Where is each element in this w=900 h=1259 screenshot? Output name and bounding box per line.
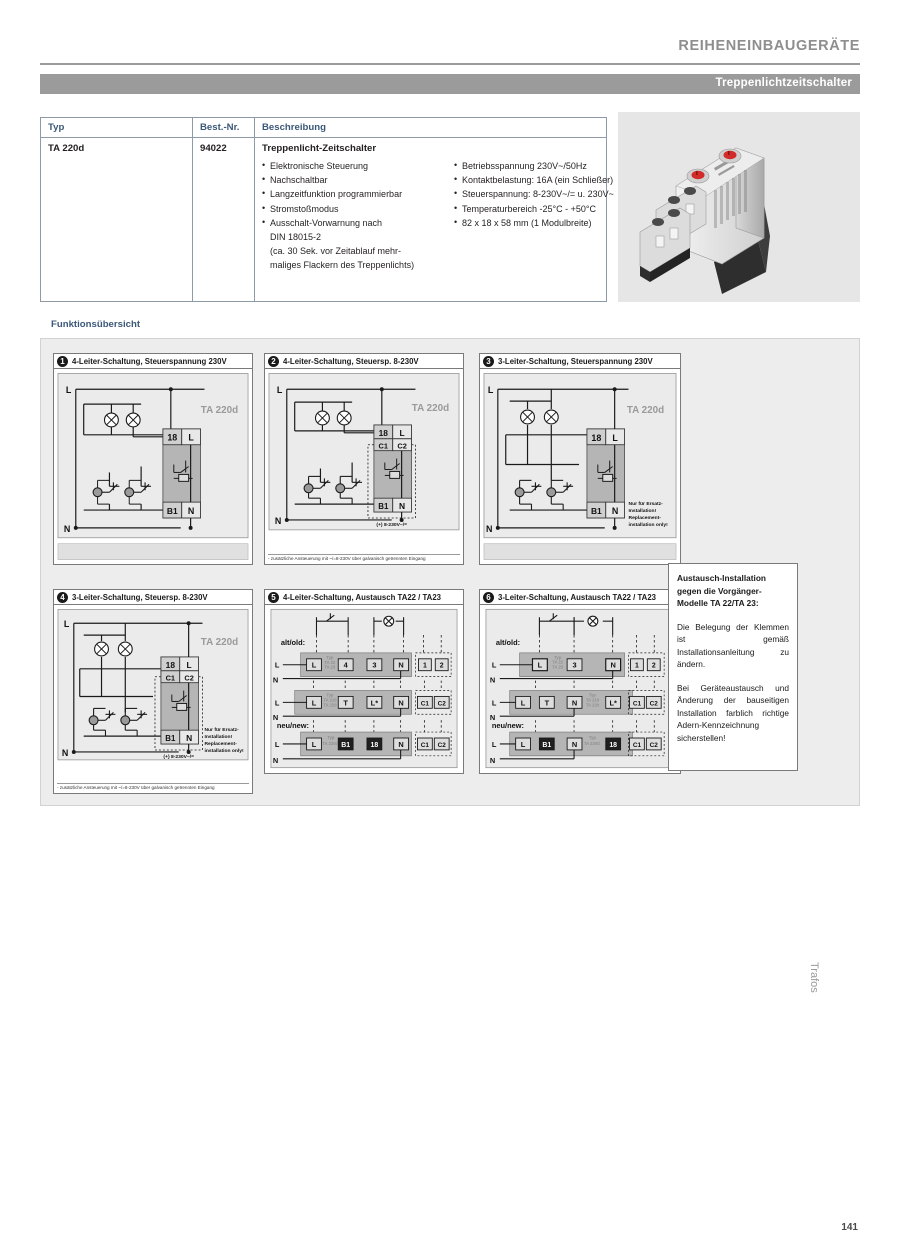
table-column-divider-2 [254, 118, 255, 301]
svg-text:installation only!: installation only! [204, 748, 244, 754]
svg-text:Replacement-: Replacement- [628, 515, 661, 521]
svg-text:B1: B1 [341, 741, 351, 749]
page-title: REIHENEINBAUGERÄTE [678, 38, 860, 54]
feature-item: • Kontaktbelastung: 16A (ein Schließer) [454, 173, 644, 187]
svg-text:18: 18 [378, 427, 388, 438]
svg-text:N: N [398, 698, 404, 708]
diagram-panel-4 [53, 589, 253, 794]
diagram-panel-3 [479, 353, 681, 565]
panel-1-schematic [54, 369, 252, 564]
panel-5-body [265, 605, 463, 773]
cell-best-nr: 94022 [200, 143, 227, 154]
svg-text:C2: C2 [437, 700, 446, 708]
svg-text:Typ: Typ [554, 654, 562, 660]
svg-text:C2: C2 [184, 673, 194, 683]
svg-text:3: 3 [572, 660, 577, 670]
panel-6-header [480, 590, 680, 605]
svg-text:18: 18 [167, 432, 178, 443]
svg-text:N: N [398, 660, 404, 670]
svg-text:L: L [274, 739, 280, 749]
svg-text:C1: C1 [165, 673, 176, 683]
svg-text:B1: B1 [590, 506, 602, 517]
table-column-divider-1 [192, 118, 193, 301]
svg-text:L: L [537, 660, 543, 670]
panel-5-header [265, 590, 463, 605]
cell-typ: TA 220d [48, 143, 85, 154]
svg-text:Typ: Typ [588, 692, 596, 698]
svg-text:L: L [65, 385, 72, 396]
svg-text:Nur für Ersatz-: Nur für Ersatz- [204, 728, 239, 734]
svg-text:N: N [611, 506, 619, 517]
svg-text:Typ: Typ [326, 692, 334, 698]
svg-text:alt/old:: alt/old: [495, 637, 521, 647]
spec-table [40, 117, 614, 302]
feature-list-right-items [454, 159, 644, 230]
feature-item: • 82 x 18 x 58 mm (1 Modulbreite) [454, 216, 644, 230]
svg-text:TA 210: TA 210 [323, 697, 337, 703]
panel-6-number: 6 [483, 592, 494, 603]
panel-4-header [54, 590, 252, 605]
svg-text:TA 220d: TA 220d [411, 403, 450, 415]
svg-text:T: T [544, 698, 550, 708]
svg-text:C2: C2 [437, 741, 446, 749]
feature-list-right [454, 159, 644, 230]
section-bar [40, 74, 860, 94]
info-box-paragraph-2: Bei Geräteaustausch und Änderung der bauseitigen Installation farblich richtige Adern-Kennzeichnung sicherstellen! [677, 682, 789, 743]
svg-text:18: 18 [165, 659, 176, 670]
panel-1-header [54, 354, 252, 369]
product-photo-drawing [618, 112, 860, 302]
svg-text:C1: C1 [632, 700, 642, 708]
panel-1-title: 4-Leiter-Schaltung, Steuerspannung 230V [72, 356, 227, 366]
panel-3-number: 3 [483, 356, 494, 367]
svg-text:Installation!: Installation! [204, 735, 233, 741]
svg-text:TA 220: TA 220 [585, 702, 600, 708]
svg-text:L*: L* [609, 698, 617, 708]
svg-text:N: N [571, 698, 578, 708]
svg-text:L: L [399, 427, 405, 438]
svg-text:C1: C1 [632, 741, 642, 749]
panel-5-title: 4-Leiter-Schaltung, Austausch TA22 / TA23 [283, 592, 441, 602]
panel-6-body [480, 605, 680, 773]
svg-text:C2: C2 [649, 741, 658, 749]
svg-text:C2: C2 [649, 700, 658, 708]
feature-item: • Elektronische Steuerung [262, 159, 422, 173]
svg-text:L: L [274, 698, 280, 708]
svg-text:18: 18 [370, 741, 379, 749]
panel-3-body [480, 369, 680, 564]
cell-desc-title: Treppenlicht-Zeitschalter [262, 143, 377, 154]
feature-item: DIN 18015-2 [270, 232, 322, 243]
panel-4-schematic [54, 605, 252, 793]
panel-2-body [265, 369, 463, 564]
svg-text:L: L [491, 698, 497, 708]
panel-1-number: 1 [57, 356, 68, 367]
svg-text:Typ: Typ [327, 734, 335, 740]
svg-text:TA 22: TA 22 [324, 659, 336, 665]
svg-text:18: 18 [591, 432, 602, 443]
svg-text:N: N [610, 660, 616, 670]
svg-text:B1: B1 [166, 506, 178, 517]
svg-text:C2: C2 [397, 441, 407, 451]
panel-2-footnote: - zusätzliche Ansteuerung mit ~/=8-230V über galvanisch getrennten Eingang [268, 554, 460, 563]
svg-text:L: L [276, 385, 283, 396]
svg-text:Typ: Typ [588, 735, 596, 740]
svg-text:L: L [186, 659, 192, 670]
panel-2-title: 4-Leiter-Schaltung, Steuersp. 8-230V [283, 356, 419, 366]
svg-text:2: 2 [439, 662, 444, 670]
svg-text:TA 220d: TA 220d [583, 740, 600, 746]
svg-text:3: 3 [372, 660, 377, 670]
svg-text:N: N [398, 739, 404, 749]
svg-text:N: N [61, 747, 69, 758]
svg-text:installation only!: installation only! [628, 522, 668, 528]
svg-text:L: L [487, 385, 494, 396]
svg-text:L: L [311, 660, 317, 670]
svg-text:C1: C1 [420, 741, 429, 749]
svg-text:B1: B1 [542, 741, 552, 749]
svg-text:N: N [399, 501, 406, 512]
feature-item: (ca. 30 Sek. vor Zeitablauf mehr- [270, 246, 402, 257]
svg-text:Replacement-: Replacement- [204, 742, 237, 748]
austausch-info-box [668, 563, 798, 771]
svg-text:B1: B1 [165, 734, 176, 744]
feature-item: • Betriebsspannung 230V~/50Hz [454, 159, 644, 173]
panel-4-number: 4 [57, 592, 68, 603]
feature-item: maliges Flackern des Treppenlichts) [270, 260, 415, 271]
svg-text:N: N [187, 506, 195, 517]
diagram-panel-2 [264, 353, 464, 565]
diagram-panel-6 [479, 589, 681, 774]
svg-text:N: N [272, 713, 279, 723]
svg-text:N: N [489, 713, 496, 723]
svg-text:N: N [485, 523, 493, 534]
panel-6-schematic [480, 605, 680, 773]
svg-text:L*: L* [370, 698, 379, 708]
svg-text:N: N [63, 523, 71, 534]
svg-text:L: L [491, 660, 497, 670]
svg-text:N: N [274, 515, 282, 526]
svg-text:TA 220d: TA 220d [200, 405, 239, 417]
svg-text:2: 2 [651, 662, 656, 670]
header-divider [40, 63, 860, 65]
svg-text:1: 1 [635, 662, 639, 670]
svg-text:L: L [612, 432, 618, 443]
feature-list-left-items [262, 159, 422, 273]
page-number: 141 [841, 1222, 858, 1233]
svg-text:TA 22: TA 22 [552, 659, 564, 665]
svg-text:Typ: Typ [326, 654, 334, 660]
svg-text:alt/old:: alt/old: [280, 637, 306, 647]
feature-item: • Nachschaltbar [262, 173, 422, 187]
svg-text:L: L [311, 698, 317, 708]
feature-item: • Steuerspannung: 8-230V~/= u. 230V~ [454, 187, 644, 201]
panel-4-title: 3-Leiter-Schaltung, Steuersp. 8-230V [72, 592, 208, 602]
info-box-paragraph-1: Die Belegung der Klemmen ist gemäß Installationsanleitung zu ändern. [677, 621, 789, 669]
svg-text:B1: B1 [378, 502, 389, 512]
side-tab-trafos: Trafos [808, 962, 820, 993]
svg-text:Nur für Ersatz-: Nur für Ersatz- [628, 502, 663, 508]
feature-item: • Ausschalt-Vorwarnung nach [262, 216, 422, 230]
funktionsuebersicht-heading: Funktionsübersicht [51, 319, 141, 330]
svg-text:N: N [186, 733, 193, 744]
panel-2-header [265, 354, 463, 369]
svg-text:TA 23: TA 23 [552, 664, 564, 670]
svg-text:L: L [188, 432, 194, 443]
svg-text:neu/new:: neu/new: [276, 721, 309, 731]
svg-text:L: L [274, 660, 280, 670]
svg-text:1: 1 [422, 662, 427, 670]
svg-text:N: N [571, 739, 578, 749]
svg-text:TA 220: TA 220 [323, 702, 337, 708]
panel-5-schematic [265, 605, 463, 773]
svg-text:TA 23: TA 23 [324, 664, 336, 670]
feature-item: • Temperaturbereich -25°C - +50°C [454, 202, 644, 216]
section-title: Treppenlichtzeitschalter [715, 77, 852, 89]
svg-text:TA 210: TA 210 [585, 697, 600, 703]
svg-text:C1: C1 [378, 441, 389, 451]
svg-text:TA 220d: TA 220d [322, 740, 339, 746]
svg-text:neu/new:: neu/new: [491, 721, 524, 731]
svg-text:Installation!: Installation! [628, 509, 657, 515]
column-header-best-nr: Best.-Nr. [200, 122, 240, 133]
product-photo [618, 112, 860, 302]
svg-text:N: N [272, 755, 279, 765]
feature-item: • Stromstoßmodus [262, 202, 422, 216]
panel-4-body [54, 605, 252, 793]
panel-4-footnote: - zusätzliche Ansteuerung mit ~/=8-230V über galvanisch getrennten Eingang [57, 783, 249, 792]
panel-1-body [54, 369, 252, 564]
svg-text:TA 220d: TA 220d [626, 405, 665, 417]
table-header-row [41, 118, 606, 138]
column-header-typ: Typ [48, 122, 65, 133]
svg-text:(+) 8-230V~/=: (+) 8-230V~/= [163, 754, 195, 760]
panel-3-schematic [480, 369, 680, 564]
svg-text:N: N [272, 675, 279, 685]
svg-text:C1: C1 [420, 700, 429, 708]
svg-text:L: L [63, 619, 70, 630]
svg-text:N: N [489, 755, 496, 765]
diagram-panel-5 [264, 589, 464, 774]
svg-text:T: T [343, 698, 348, 708]
svg-text:L: L [491, 739, 497, 749]
svg-text:L: L [520, 698, 526, 708]
diagram-panel-1 [53, 353, 253, 565]
feature-item: • Langzeitfunktion programmierbar [262, 187, 422, 201]
svg-text:(+) 8-230V~/=: (+) 8-230V~/= [376, 522, 408, 528]
panel-6-title: 3-Leiter-Schaltung, Austausch TA22 / TA23 [498, 592, 656, 602]
panel-2-schematic [265, 369, 463, 564]
column-header-beschreibung: Beschreibung [262, 122, 326, 133]
svg-text:L: L [311, 739, 317, 749]
svg-text:18: 18 [609, 741, 618, 749]
panel-5-number: 5 [268, 592, 279, 603]
info-box-title: Austausch-Installation gegen die Vorgänger-Modelle TA 22/TA 23: [677, 573, 766, 608]
svg-text:TA 220d: TA 220d [200, 637, 239, 649]
svg-text:L: L [520, 739, 526, 749]
panel-3-header [480, 354, 680, 369]
svg-text:N: N [489, 675, 496, 685]
svg-text:4: 4 [343, 660, 348, 670]
panel-3-title: 3-Leiter-Schaltung, Steuerspannung 230V [498, 356, 653, 366]
feature-list-left [262, 159, 422, 273]
panel-2-number: 2 [268, 356, 279, 367]
